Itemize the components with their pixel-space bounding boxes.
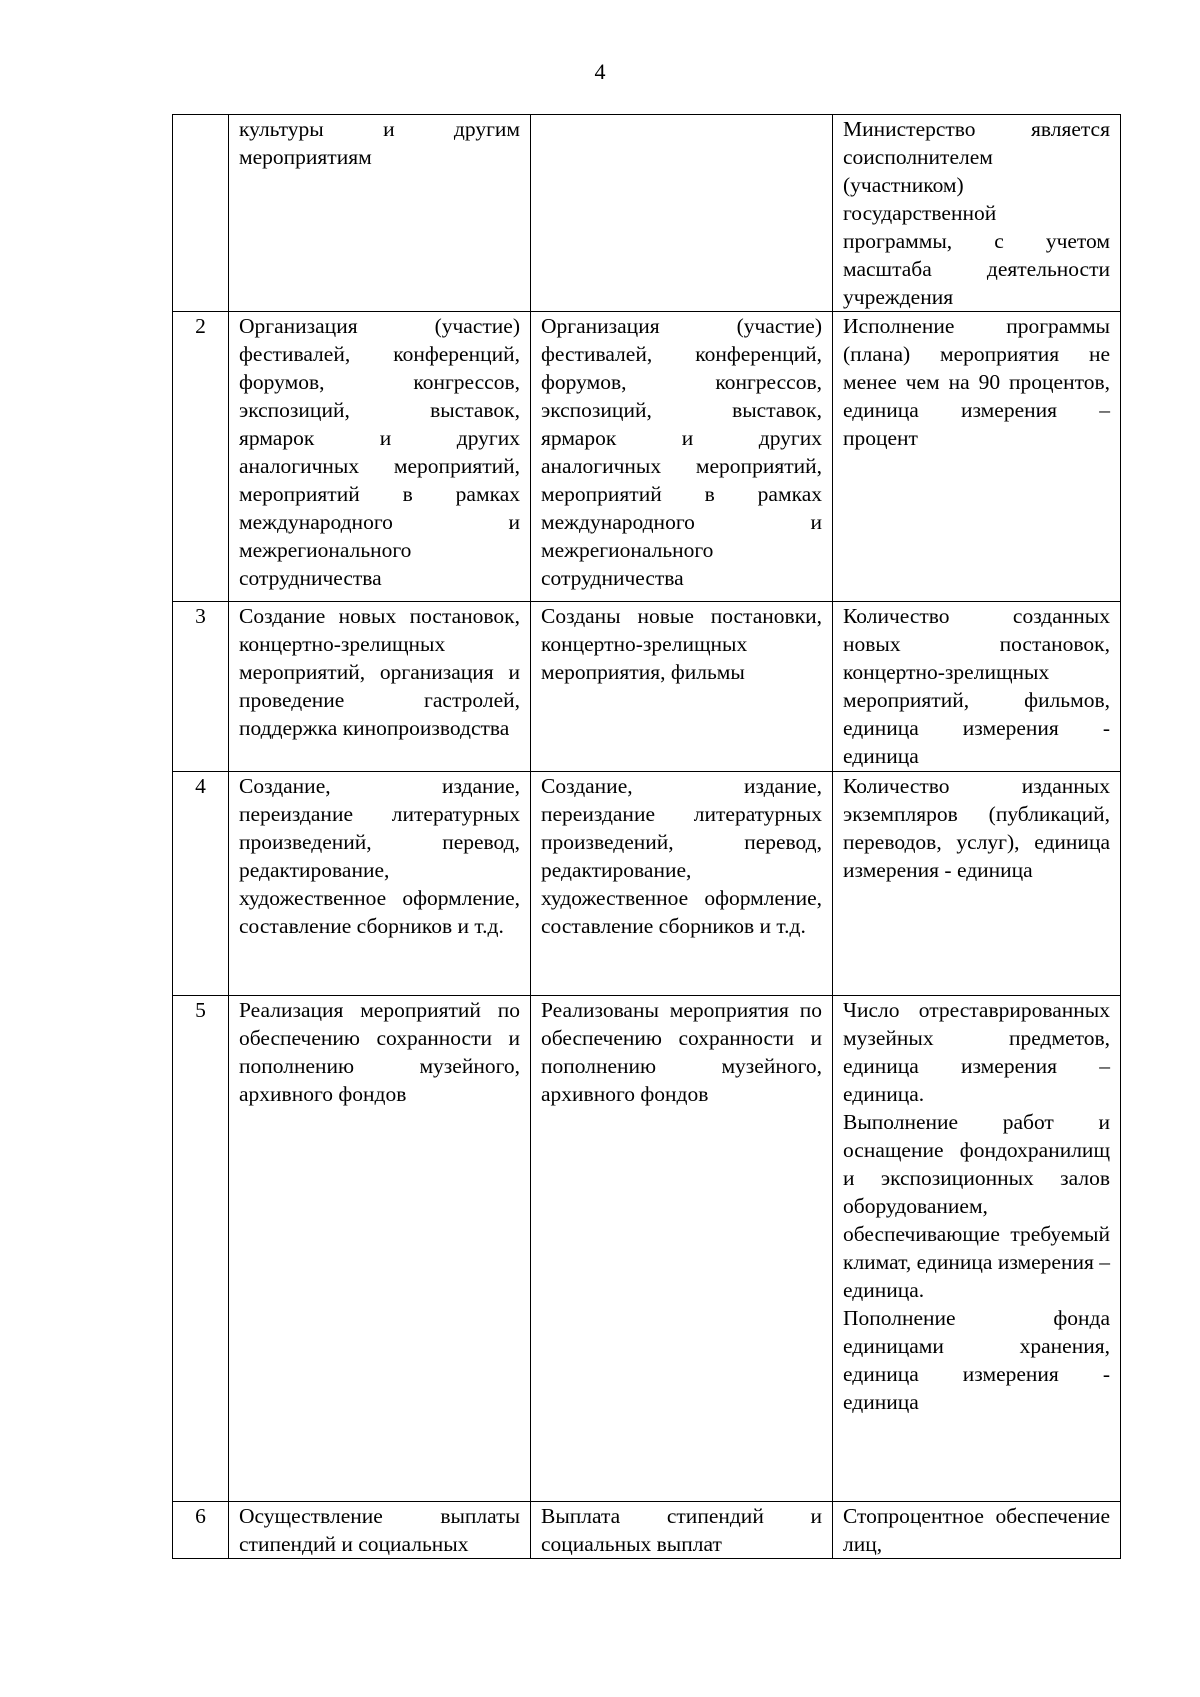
table-row bbox=[173, 1502, 1121, 1559]
result-cell bbox=[531, 115, 833, 312]
indicator-paragraph: Количество созданных новых постановок, концертно-зрелищных мероприятий, фильмов, единица измерения - единица bbox=[843, 604, 1110, 768]
row-number-cell bbox=[173, 115, 229, 312]
activity-cell: Организация (участие) фестивалей, конференций, форумов, конгрессов, экспозиций, выставок, ярмарок и других аналогичных мероприятий, мероприятий в рамках международного и межрегионального сотрудничества bbox=[229, 312, 531, 602]
indicator-cell bbox=[833, 115, 1121, 312]
indicator-paragraph: Исполнение программы (плана) мероприятия не менее чем на 90 процентов, единица измерения – процент bbox=[843, 314, 1110, 450]
indicator-cell bbox=[833, 602, 1121, 772]
indicator-paragraph: Стопроцентное обеспечение лиц, bbox=[843, 1504, 1110, 1556]
indicator-cell bbox=[833, 1502, 1121, 1559]
page-number: 4 bbox=[594, 59, 606, 84]
indicator-paragraph: Пополнение фонда единицами хранения, единица измерения - единица bbox=[843, 1306, 1110, 1414]
table-row bbox=[173, 996, 1121, 1502]
row-number-cell: 2 bbox=[173, 312, 229, 602]
result-cell: Реализованы мероприятия по обеспечению сохранности и пополнению музейного, архивного фондов bbox=[531, 996, 833, 1502]
indicator-paragraph: Число отреставрированных музейных предметов, единица измерения – единица. bbox=[843, 998, 1110, 1106]
activity-cell: культуры и другим мероприятиям bbox=[229, 115, 531, 312]
table-row bbox=[173, 602, 1121, 772]
row-number-cell: 5 bbox=[173, 996, 229, 1502]
result-cell: Созданы новые постановки, концертно-зрелищных мероприятия, фильмы bbox=[531, 602, 833, 772]
indicator-cell bbox=[833, 996, 1121, 1502]
indicator-cell bbox=[833, 772, 1121, 996]
indicator-paragraph: Количество изданных экземпляров (публикаций, переводов, услуг), единица измерения - единица bbox=[843, 774, 1110, 882]
activity-cell: Реализация мероприятий по обеспечению сохранности и пополнению музейного, архивного фондов bbox=[229, 996, 531, 1502]
indicator-paragraph: Министерство является соисполнителем (участником) государственной программы, с учетом масштаба деятельности учреждения bbox=[843, 117, 1110, 309]
activity-cell: Создание, издание, переиздание литературных произведений, перевод, редактирование, художественное оформление, составление сборников и т.д. bbox=[229, 772, 531, 996]
table-row bbox=[173, 115, 1121, 312]
measures-table bbox=[172, 114, 1121, 1559]
row-number-cell: 6 bbox=[173, 1502, 229, 1559]
indicator-paragraph: Выполнение работ и оснащение фондохранилищ и экспозиционных залов оборудованием, обеспечивающие требуемый климат, единица измерения – единица. bbox=[843, 1110, 1110, 1302]
indicator-cell bbox=[833, 312, 1121, 602]
result-cell: Создание, издание, переиздание литературных произведений, перевод, редактирование, художественное оформление, составление сборников и т.д. bbox=[531, 772, 833, 996]
activity-cell: Создание новых постановок, концертно-зрелищных мероприятий, организация и проведение гастролей, поддержка кинопроизводства bbox=[229, 602, 531, 772]
result-cell: Выплата стипендий и социальных выплат bbox=[531, 1502, 833, 1559]
row-number-cell: 4 bbox=[173, 772, 229, 996]
result-cell: Организация (участие) фестивалей, конференций, форумов, конгрессов, экспозиций, выставок, ярмарок и других аналогичных мероприятий, мероприятий в рамках международного и межрегионального сотрудничества bbox=[531, 312, 833, 602]
activity-cell: Осуществление выплаты стипендий и социальных bbox=[229, 1502, 531, 1559]
row-number-cell: 3 bbox=[173, 602, 229, 772]
table-row bbox=[173, 312, 1121, 602]
table-row bbox=[173, 772, 1121, 996]
